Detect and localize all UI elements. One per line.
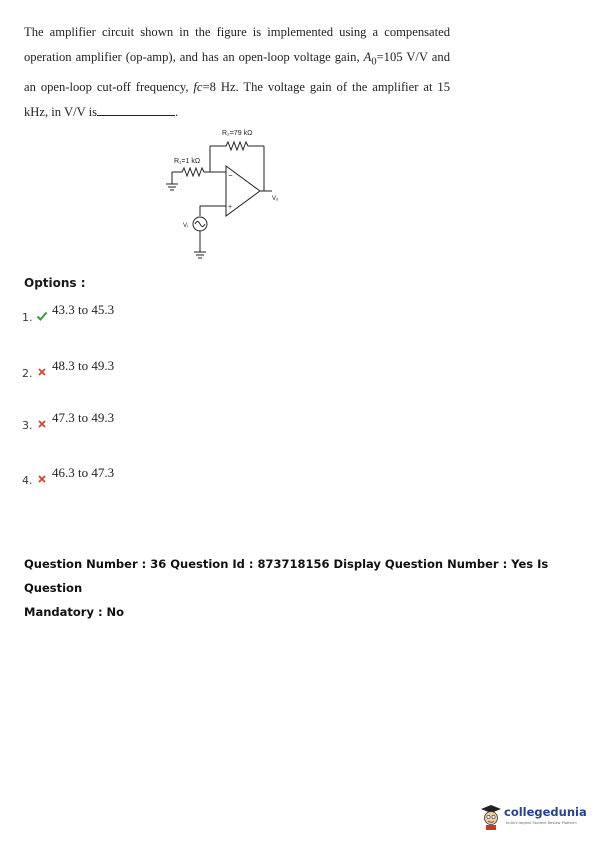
- question-text: [24, 20, 450, 125]
- collegedunia-logo: [480, 804, 588, 832]
- input-wire: [200, 206, 226, 216]
- amplifier-circuit-diagram: [160, 124, 300, 274]
- check-icon: [36, 310, 48, 322]
- vo-label: Vₒ: [272, 196, 279, 202]
- option-2: [22, 358, 222, 382]
- r1-label: R₁=1 kΩ: [174, 158, 201, 165]
- metadata-line: Question Number : 36 Question Id : 873718156 Display Question Number : Yes Is Question: [24, 557, 549, 595]
- inverting-input-label: −: [228, 171, 233, 180]
- r2-resistor: [210, 142, 264, 150]
- option-1: [22, 302, 222, 326]
- option-number: 4.: [22, 474, 33, 487]
- logo-name: collegedunia: [504, 805, 587, 819]
- option-number: 3.: [22, 419, 33, 432]
- logo-tagline: India's largest Student Review Platform: [506, 821, 577, 825]
- option-text: 47.3 to 49.3: [52, 410, 115, 425]
- question-text-part: The amplifier circuit shown in the figure is implemented using a compensated operation amplifier (op-amp), and has an open-loop voltage gain,: [24, 25, 450, 64]
- answer-blank: [97, 105, 175, 116]
- graduate-mascot-icon: [480, 804, 502, 830]
- cross-icon: [36, 473, 48, 485]
- r1-resistor: [172, 168, 226, 176]
- options-heading: Options :: [24, 276, 86, 290]
- question-metadata: [24, 552, 584, 624]
- option-text: 46.3 to 47.3: [52, 465, 115, 480]
- fc-symbol: fc: [193, 79, 203, 94]
- option-4: [22, 465, 222, 489]
- question-text-part: =105 V/V and an open-loop cut-off frequency,: [24, 50, 450, 94]
- cross-icon: [36, 366, 48, 378]
- metadata-line: Mandatory : No: [24, 605, 125, 619]
- option-text: 48.3 to 49.3: [52, 358, 115, 373]
- cross-icon: [36, 418, 48, 430]
- option-text: 43.3 to 45.3: [52, 302, 115, 317]
- question-text-part: =8 Hz. The voltage gain of the amplifier at 15 kHz, in V/V is: [24, 79, 450, 119]
- a0-subscript: 0: [371, 56, 377, 68]
- non-inverting-input-label: +: [228, 204, 233, 211]
- question-text-part: .: [175, 104, 179, 119]
- option-number: 1.: [22, 311, 33, 324]
- option-3: [22, 410, 222, 434]
- a0-symbol: A: [363, 50, 372, 64]
- option-number: 2.: [22, 367, 33, 380]
- vi-label: Vᵢ: [183, 223, 188, 229]
- r2-label: R₂=79 kΩ: [222, 130, 253, 137]
